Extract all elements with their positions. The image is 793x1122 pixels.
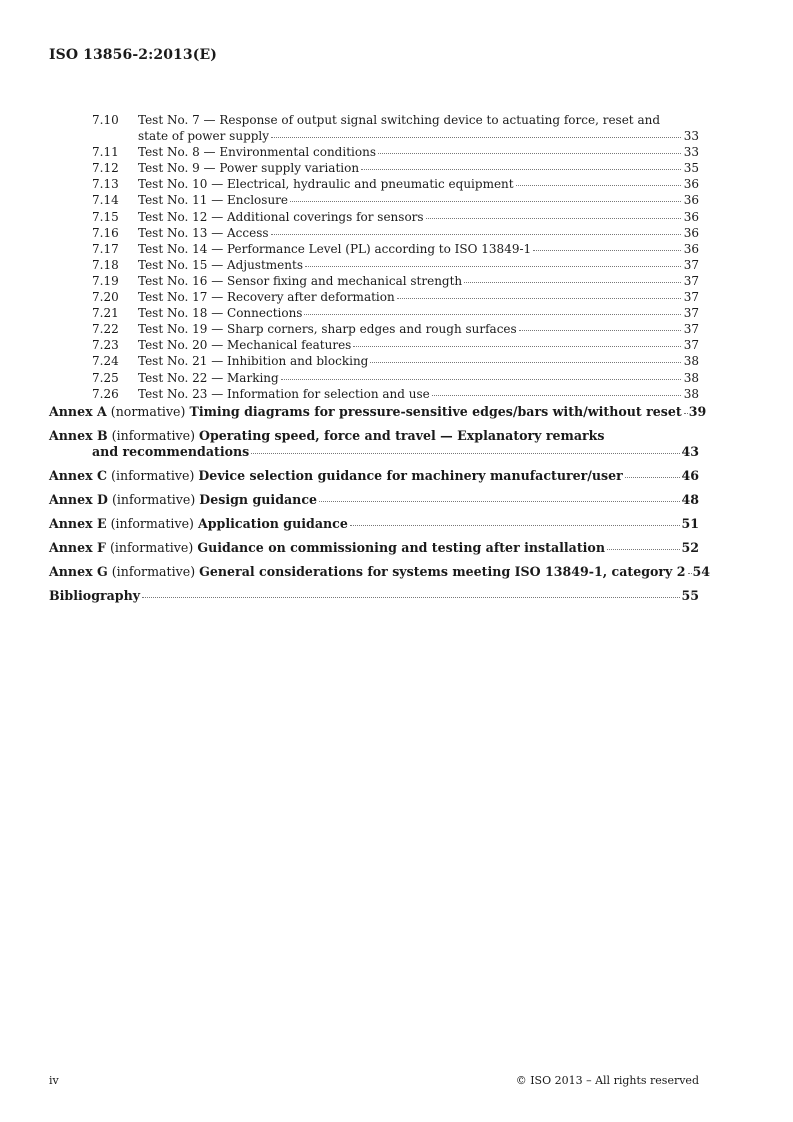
- toc-entry-number: 7.18: [92, 257, 119, 272]
- annex-title: Timing diagrams for pressure-sensitive edges/bars with/without reset: [189, 403, 682, 419]
- toc-entry-page: 37: [683, 257, 699, 272]
- toc-entry-page: 37: [683, 338, 699, 353]
- toc-entry-number: 7.22: [92, 322, 119, 337]
- dot-leader: [271, 136, 681, 138]
- toc-entry-title: Test No. 21 — Inhibition and blocking: [138, 354, 369, 369]
- annex-entry[interactable]: [49, 540, 699, 556]
- toc-entry-title: Test No. 19 — Sharp corners, sharp edges and rough surfaces: [138, 322, 517, 337]
- toc-entry[interactable]: [49, 337, 699, 353]
- annex-title: General considerations for systems meeting ISO 13849-1, category 2: [199, 563, 686, 579]
- toc-entry-page: 36: [683, 177, 699, 192]
- toc-entry[interactable]: [49, 112, 699, 144]
- annex-title: Guidance on commissioning and testing after installation: [197, 539, 605, 555]
- toc-entry-title: Test No. 23 — Information for selection and use: [138, 386, 430, 401]
- toc-entry-title: Test No. 15 — Adjustments: [138, 257, 303, 272]
- annex-title: Application guidance: [197, 515, 348, 531]
- toc-entry-title: Test No. 20 — Mechanical features: [138, 338, 352, 353]
- toc-entry-title: Test No. 9 — Power supply variation: [138, 161, 360, 176]
- dot-leader: [353, 345, 681, 347]
- annex-page: 43: [681, 443, 699, 459]
- toc-entry[interactable]: [49, 353, 699, 369]
- toc-entry-title: Test No. 13 — Access: [138, 225, 269, 240]
- dot-leader: [519, 329, 681, 331]
- toc-entry-page: 35: [683, 161, 699, 176]
- annex-label: Annex A: [49, 403, 107, 419]
- toc-entry[interactable]: [49, 241, 699, 257]
- toc-entry-number: 7.20: [92, 290, 119, 305]
- annex-type: (informative): [111, 467, 195, 483]
- annex-type: (informative): [111, 563, 196, 579]
- toc-entry-number: 7.21: [92, 306, 119, 321]
- toc-entry-title: Test No. 18 — Connections: [138, 306, 303, 321]
- toc-entry-page: 38: [683, 354, 699, 369]
- toc-entry[interactable]: [49, 386, 699, 402]
- toc-entry[interactable]: [49, 160, 699, 176]
- toc-entry-page: 37: [683, 290, 699, 305]
- toc-entry-page: 38: [683, 370, 699, 385]
- annex-label: Annex B: [49, 427, 108, 443]
- toc-entry-title: Test No. 11 — Enclosure: [138, 193, 289, 208]
- dot-leader: [378, 152, 681, 154]
- annex-page: 54: [692, 563, 711, 579]
- annex-entry[interactable]: [49, 428, 699, 460]
- toc-entry[interactable]: [49, 144, 699, 160]
- toc-annexes: [49, 403, 711, 604]
- toc-entry-number: 7.16: [92, 225, 119, 240]
- dot-leader: [305, 265, 681, 267]
- dot-leader: [361, 168, 681, 170]
- dot-leader: [304, 313, 681, 315]
- toc-entry[interactable]: [49, 209, 699, 225]
- toc-entry[interactable]: [49, 176, 699, 192]
- toc-entry-title: Test No. 8 — Environmental conditions: [138, 145, 376, 160]
- toc-entry-page: 36: [683, 225, 699, 240]
- toc-entry-number: 7.14: [92, 193, 119, 208]
- annex-label: Annex E: [49, 515, 107, 531]
- annex-title-continued: and recommendations: [92, 443, 250, 459]
- annex-title: Design guidance: [199, 491, 318, 507]
- dot-leader: [426, 217, 681, 219]
- toc-entry[interactable]: [49, 192, 699, 208]
- dot-leader: [350, 524, 681, 526]
- annex-title: Operating speed, force and travel — Explanatory remarks: [199, 427, 605, 443]
- toc-entry-page: 33: [683, 145, 699, 160]
- toc-entry-title: Test No. 12 — Additional coverings for sensors: [138, 209, 424, 224]
- annex-label: Annex D: [49, 491, 108, 507]
- toc-entry[interactable]: [49, 273, 699, 289]
- bibliography-page: 55: [681, 587, 699, 603]
- toc-entry[interactable]: [49, 225, 699, 241]
- bibliography-entry[interactable]: [49, 588, 699, 604]
- annex-page: 51: [681, 515, 699, 531]
- annex-type: (informative): [111, 491, 196, 507]
- dot-leader: [271, 233, 681, 235]
- annex-type: (informative): [111, 427, 195, 443]
- toc-entry-page: 37: [683, 306, 699, 321]
- toc-entry[interactable]: [49, 257, 699, 273]
- toc-entry-title: Test No. 7 — Response of output signal switching device to actuating force, reset and: [138, 113, 661, 127]
- dot-leader: [432, 394, 681, 396]
- toc-entry-title-continued: state of power supply: [138, 129, 270, 144]
- annex-label: Annex G: [49, 563, 108, 579]
- annex-page: 46: [681, 467, 699, 483]
- toc-entry[interactable]: [49, 305, 699, 321]
- toc-entry[interactable]: [49, 321, 699, 337]
- dot-leader: [290, 200, 681, 202]
- toc-entry-number: 7.19: [92, 273, 119, 288]
- toc-entry-page: 37: [683, 273, 699, 288]
- dot-leader: [142, 596, 680, 598]
- toc-entry[interactable]: [49, 370, 699, 386]
- toc-entry-number: 7.12: [92, 161, 119, 176]
- toc-entry-title: Test No. 10 — Electrical, hydraulic and pneumatic equipment: [138, 177, 514, 192]
- toc-entry-page: 36: [683, 209, 699, 224]
- annex-page: 52: [681, 539, 699, 555]
- toc-entry-title: Test No. 14 — Performance Level (PL) according to ISO 13849-1: [138, 241, 532, 256]
- toc-entry-number: 7.10: [92, 113, 119, 127]
- toc-entry-number: 7.15: [92, 209, 119, 224]
- dot-leader: [533, 249, 681, 251]
- copyright-notice: © ISO 2013 – All rights reserved: [515, 1074, 699, 1087]
- annex-page: 39: [688, 403, 707, 419]
- toc-entry-number: 7.26: [92, 386, 119, 401]
- dot-leader: [251, 452, 680, 454]
- annex-entry[interactable]: [49, 516, 699, 532]
- toc-entry-page: 36: [683, 193, 699, 208]
- dot-leader: [397, 297, 681, 299]
- dot-leader: [464, 281, 681, 283]
- annex-entry[interactable]: [49, 403, 707, 420]
- toc-entry-page: 36: [683, 241, 699, 256]
- dot-leader: [370, 361, 681, 363]
- toc-entry-number: 7.11: [92, 145, 119, 160]
- dot-leader: [607, 548, 680, 550]
- document-id-header: ISO 13856-2:2013(E): [49, 47, 217, 63]
- annex-type: (informative): [110, 515, 194, 531]
- toc-entry-number: 7.24: [92, 354, 119, 369]
- dot-leader: [688, 572, 692, 574]
- dot-leader: [281, 378, 681, 380]
- toc-entry-page: 37: [683, 322, 699, 337]
- toc-entry-number: 7.25: [92, 370, 119, 385]
- annex-label: Annex F: [49, 539, 106, 555]
- page-footer: [49, 1074, 699, 1087]
- table-of-contents: [49, 112, 711, 612]
- annex-entry[interactable]: [49, 468, 699, 484]
- page-number: iv: [49, 1074, 59, 1087]
- toc-entry-title: Test No. 22 — Marking: [138, 370, 279, 385]
- annex-type: (informative): [109, 539, 194, 555]
- dot-leader: [625, 476, 681, 478]
- dot-leader: [319, 500, 680, 502]
- annex-type: (normative): [110, 403, 186, 419]
- bibliography-label: Bibliography: [49, 587, 141, 603]
- toc-entry-number: 7.17: [92, 241, 119, 256]
- annex-page: 48: [681, 491, 699, 507]
- toc-entry-number: 7.13: [92, 177, 119, 192]
- dot-leader: [684, 412, 688, 414]
- toc-entry-title: Test No. 16 — Sensor fixing and mechanical strength: [138, 273, 463, 288]
- toc-entry-title: Test No. 17 — Recovery after deformation: [138, 290, 395, 305]
- toc-entry[interactable]: [49, 289, 699, 305]
- annex-label: Annex C: [49, 467, 108, 483]
- annex-entry[interactable]: [49, 563, 711, 580]
- annex-entry[interactable]: [49, 492, 699, 508]
- dot-leader: [516, 184, 681, 186]
- toc-entry-number: 7.23: [92, 338, 119, 353]
- annex-title: Device selection guidance for machinery manufacturer/user: [198, 467, 623, 483]
- toc-entry-page: 33: [683, 129, 699, 144]
- toc-entry-page: 38: [683, 386, 699, 401]
- toc-subsections: [49, 112, 699, 402]
